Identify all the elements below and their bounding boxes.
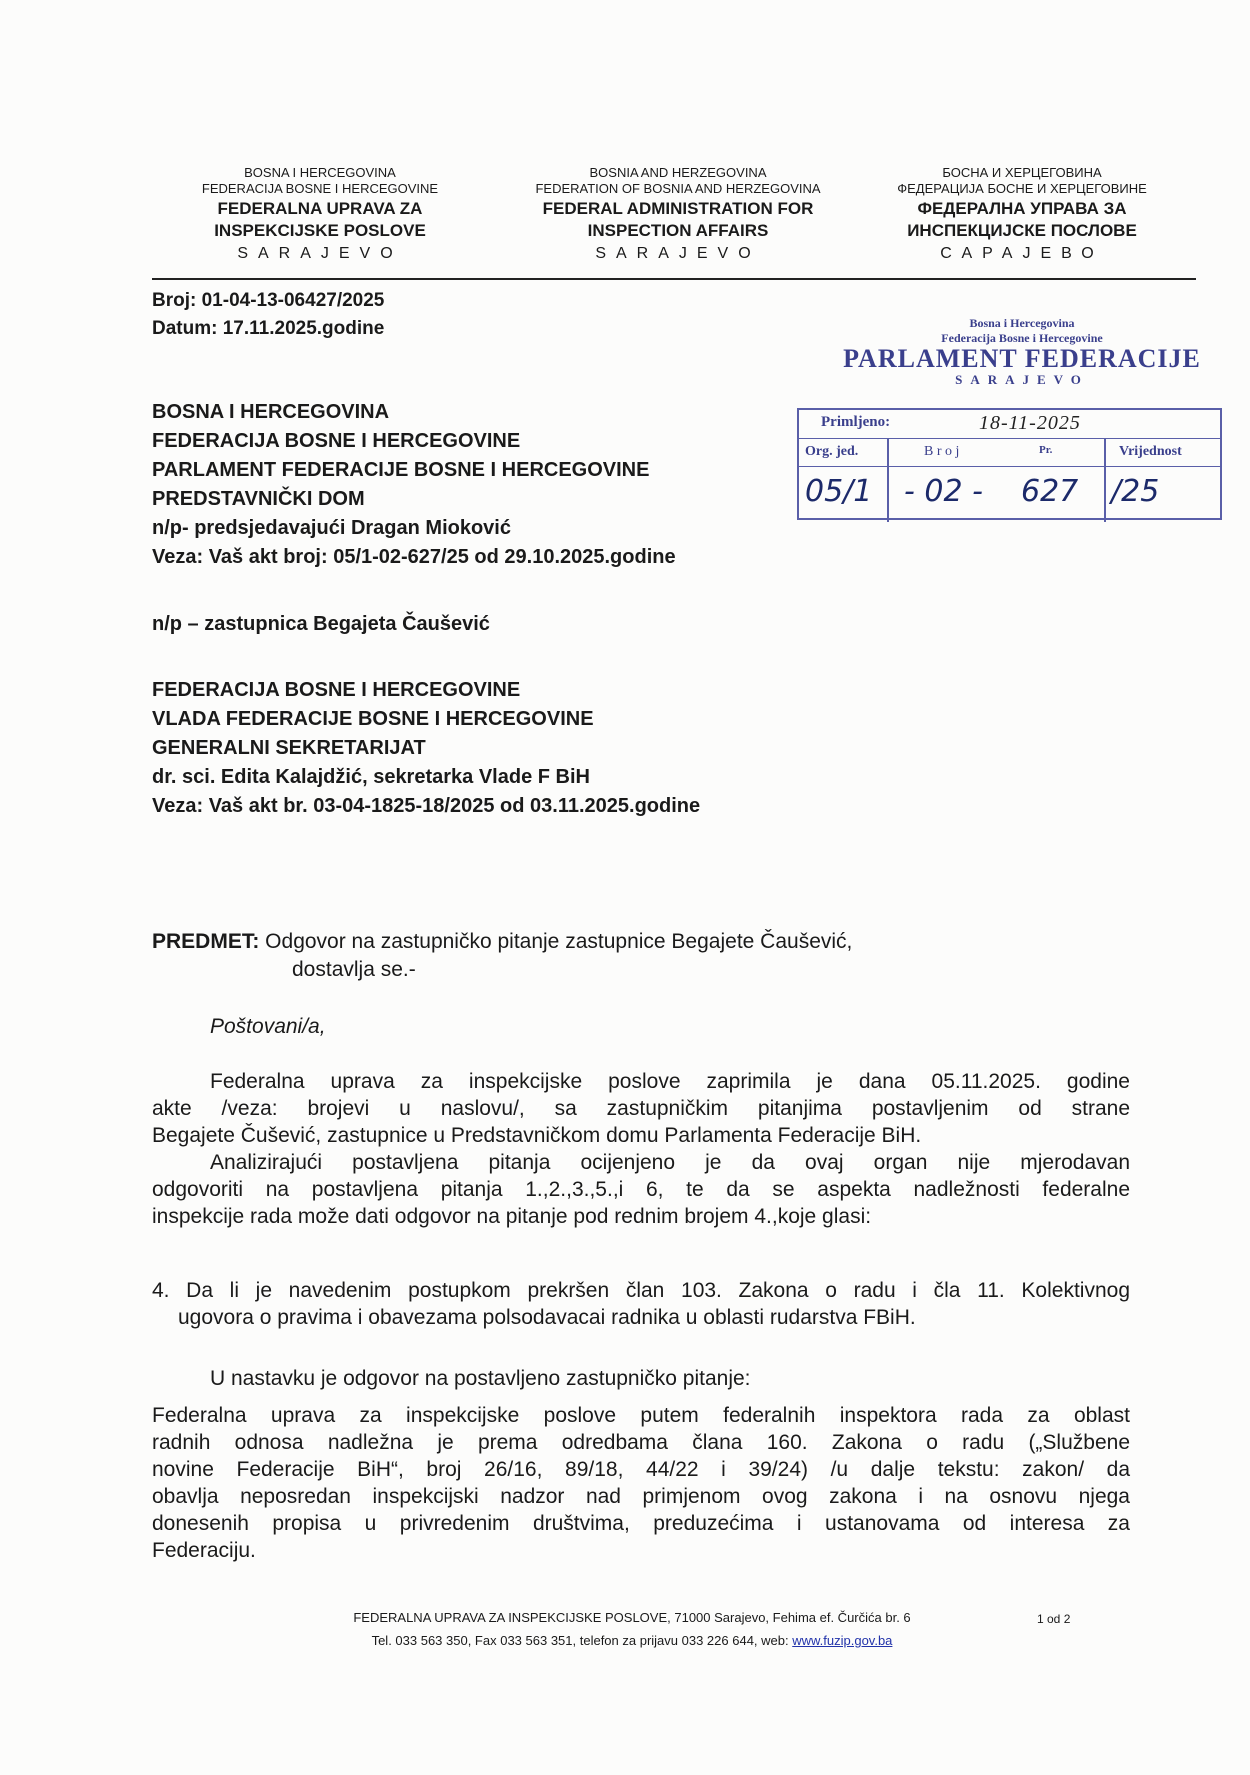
para1-line2: akte /veza: brojevi u naslovu/, sa zastupničkim pitanjima postavljenim od strane bbox=[152, 1097, 1130, 1120]
stamp-received-label: Primljeno: bbox=[821, 414, 891, 430]
header-cy-line1: БОСНА И ХЕРЦЕГОВИНА bbox=[942, 165, 1102, 180]
header-bosnian bbox=[170, 165, 470, 264]
para4-line5: donesenih propisa u privredenim društvima, preduzećima i ustanovama od interesa za bbox=[152, 1512, 1130, 1535]
header-en-line3: FEDERAL ADMINISTRATION FOR bbox=[542, 198, 814, 218]
stamp-divider-2 bbox=[1104, 438, 1106, 522]
stamp-line1: Bosna i Hercegovina bbox=[969, 316, 1075, 330]
stamp-col-broj: B r o j bbox=[924, 444, 960, 459]
header-en-line1: BOSNIA AND HERZEGOVINA bbox=[589, 165, 767, 180]
para4-line2: radnih odnosa nadležna je prema odredbama člana 160. Zakona o radu („Službene bbox=[152, 1431, 1130, 1454]
recipient1-line1: BOSNA I HERCEGOVINA bbox=[152, 401, 390, 423]
header-ba-city: SARAJEVO bbox=[237, 244, 403, 262]
header-english bbox=[498, 165, 858, 264]
subject-line2: dostavlja se.- bbox=[292, 958, 416, 981]
para4-line1: Federalna uprava za inspekcijske poslove putem federalnih inspektora rada za oblast bbox=[152, 1404, 1130, 1427]
header-cyrillic bbox=[862, 165, 1182, 264]
recipient-representative bbox=[152, 610, 490, 639]
stamp-hand-mid: - 02 - bbox=[904, 474, 983, 509]
recipient-government bbox=[152, 676, 700, 821]
header-en-line2: FEDERATION OF BOSNIA AND HERZEGOVINA bbox=[535, 181, 821, 197]
header-ba-line1: BOSNA I HERCEGOVINA bbox=[244, 165, 396, 180]
header-cy-line2: ФЕДЕРАЦИЈА БОСНЕ И ХЕРЦЕГОВИНЕ bbox=[897, 181, 1147, 197]
stamp-hand-org: 05/1 bbox=[805, 474, 873, 509]
recipient3-line4: dr. sci. Edita Kalajdžić, sekretarka Vlade F BiH bbox=[152, 766, 590, 788]
page-number: 1 od 2 bbox=[1037, 1612, 1071, 1626]
header-cy-city: САРАЈЕВО bbox=[940, 244, 1104, 262]
header-en-line4: INSPECTION AFFAIRS bbox=[587, 220, 769, 240]
header-cy-line3: ФЕДЕРАЛНА УПРАВА ЗА bbox=[917, 198, 1127, 218]
stamp-received-row bbox=[799, 410, 1220, 439]
para4-line4: obavlja neposredan inspekcijski nadzor nad primjenom ovog zakona i na osnovu njega bbox=[152, 1485, 1130, 1508]
recipient1-line2: FEDERACIJA BOSNE I HERCEGOVINE bbox=[152, 430, 521, 452]
recipient1-line3: PARLAMENT FEDERACIJE BOSNE I HERCEGOVINE bbox=[152, 459, 650, 481]
header-en-city: SARAJEVO bbox=[595, 244, 761, 262]
question4-line1: 4. Da li je navedenim postupkom prekršen član 103. Zakona o radu i čla 11. Kolektivnog bbox=[152, 1279, 1130, 1302]
footer-address: FEDERALNA UPRAVA ZA INSPEKCIJSKE POSLOVE, 71000 Sarajevo, Fehima ef. Čurčića br. 6 bbox=[353, 1610, 911, 1625]
stamp-line3: PARLAMENT FEDERACIJE bbox=[843, 344, 1201, 373]
subject-line1: Odgovor na zastupničko pitanje zastupnice Begajete Čaušević, bbox=[259, 930, 853, 953]
question4-line2: ugovora o pravima i obavezama polsodavacai radnika u oblasti rudarstva FBiH. bbox=[178, 1306, 916, 1329]
stamp-col-vrijednost: Vrijednost bbox=[1119, 444, 1182, 459]
recipient1-line4: PREDSTAVNIČKI DOM bbox=[152, 488, 365, 510]
recipient2-line1: n/p – zastupnica Begajeta Čaušević bbox=[152, 613, 490, 635]
para1-line4: Analizirajući postavljena pitanja ocijenjeno je da ovaj organ nije mjerodavan bbox=[210, 1151, 1130, 1174]
greeting: Poštovani/a, bbox=[210, 1015, 326, 1038]
stamp-col-pr: Pr. bbox=[1039, 444, 1053, 456]
reference-date: Datum: 17.11.2025.godine bbox=[152, 318, 385, 339]
paragraph-answer-intro: U nastavku je odgovor na postavljeno zastupničko pitanje: bbox=[210, 1367, 751, 1390]
subject-block bbox=[152, 928, 852, 984]
stamp-received-date: 18-11-2025 bbox=[979, 412, 1081, 434]
header-cy-line4: ИНСПЕКЦИЈСКЕ ПОСЛОВЕ bbox=[907, 220, 1137, 240]
website-link[interactable]: www.fuzip.gov.ba bbox=[792, 1633, 893, 1648]
recipient1-line5: n/p- predsjedavajući Dragan Mioković bbox=[152, 517, 511, 539]
receipt-stamp-box bbox=[797, 408, 1222, 520]
recipient3-line3: GENERALNI SEKRETARIJAT bbox=[152, 737, 426, 759]
recipient3-line5: Veza: Vaš akt br. 03-04-1825-18/2025 od 03.11.2025.godine bbox=[152, 795, 701, 817]
para1-line3: Begajete Čušević, zastupnice u Predstavničkom domu Parlamenta Federacije BiH. bbox=[152, 1124, 922, 1147]
footer-contact-text: Tel. 033 563 350, Fax 033 563 351, telefon za prijavu 033 226 644, web: bbox=[371, 1633, 793, 1648]
question-4 bbox=[152, 1277, 1130, 1331]
recipient3-line1: FEDERACIJA BOSNE I HERCEGOVINE bbox=[152, 679, 521, 701]
header-ba-line3: FEDERALNA UPRAVA ZA bbox=[217, 198, 423, 218]
stamp-col-org: Org. jed. bbox=[805, 444, 859, 459]
paragraph-answer bbox=[152, 1402, 1130, 1564]
para4-line3: novine Federacije BiH“, broj 26/16, 89/18, 44/22 i 39/24) /u dalje tekstu: zakon/ da bbox=[152, 1458, 1130, 1481]
subject-label: PREDMET: bbox=[152, 930, 260, 953]
header-ba-line4: INSPEKCIJSKE POSLOVE bbox=[214, 220, 426, 240]
parliament-stamp-header bbox=[832, 316, 1212, 388]
recipient1-line6: Veza: Vaš akt broj: 05/1-02-627/25 od 29.10.2025.godine bbox=[152, 546, 676, 568]
para1-line5: odgovoriti na postavljena pitanja 1.,2.,3.,5.,i 6, te da se aspekta nadležnosti federalne bbox=[152, 1178, 1130, 1201]
para4-line6: Federaciju. bbox=[152, 1539, 256, 1562]
recipient-parliament bbox=[152, 398, 676, 572]
footer-contact bbox=[152, 1633, 1112, 1648]
reference-number: Broj: 01-04-13-06427/2025 bbox=[152, 290, 385, 311]
stamp-line2: Federacija Bosne i Hercegovine bbox=[941, 331, 1103, 345]
para1-line1: Federalna uprava za inspekcijske poslove zaprimila je dana 05.11.2025. godine bbox=[210, 1070, 1130, 1093]
stamp-columns-row bbox=[799, 438, 1220, 467]
stamp-divider-1 bbox=[887, 438, 889, 522]
stamp-hand-num: 627 bbox=[1021, 474, 1079, 509]
recipient3-line2: VLADA FEDERACIJE BOSNE I HERCEGOVINE bbox=[152, 708, 594, 730]
stamp-line4: SARAJEVO bbox=[955, 372, 1089, 387]
paragraph-intro bbox=[152, 1068, 1130, 1230]
para1-line6: inspekcije rada može dati odgovor na pitanje pod rednim brojem 4.,koje glasi: bbox=[152, 1205, 872, 1228]
header-ba-line2: FEDERACIJA BOSNE I HERCEGOVINE bbox=[201, 181, 439, 197]
header-divider bbox=[152, 278, 1196, 280]
stamp-hand-year: /25 bbox=[1111, 474, 1160, 509]
